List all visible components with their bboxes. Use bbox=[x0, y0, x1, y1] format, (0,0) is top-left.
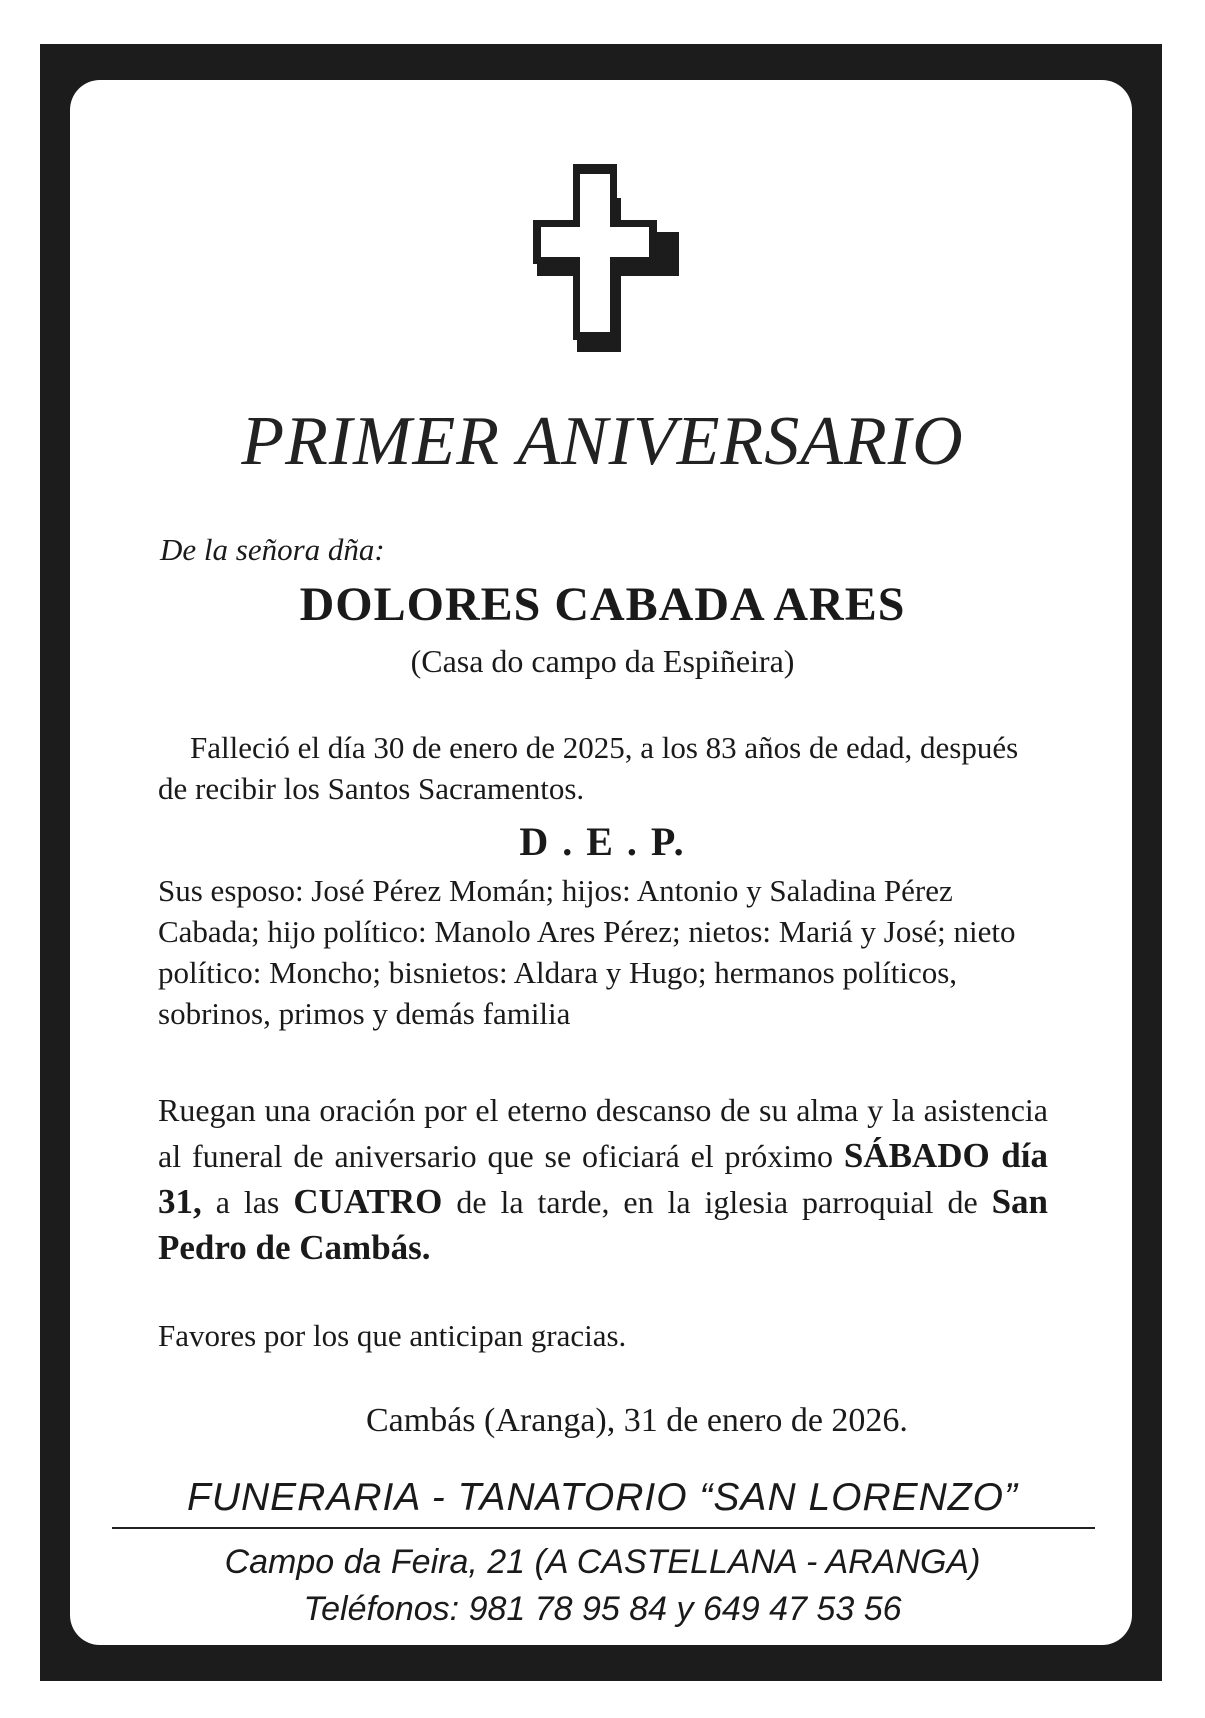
deceased-house: (Casa do campo da Espiñeira) bbox=[410, 643, 795, 679]
service-day: SÁBADO día 31, bbox=[158, 1136, 1048, 1221]
deceased-name: DOLORES CABADA ARES bbox=[299, 578, 906, 631]
service-time: CUATRO bbox=[293, 1182, 443, 1221]
funeral-home-name: FUNERARIA - TANATORIO “SAN LORENZO” bbox=[187, 1476, 1018, 1519]
request-text-2: a las bbox=[215, 1184, 280, 1220]
request-text-3: de la tarde, en la iglesia parroquial de bbox=[456, 1184, 978, 1220]
cross-icon bbox=[523, 160, 683, 356]
funeral-home-address: Campo da Feira, 21 (A CASTELLANA - ARANGA) bbox=[224, 1543, 981, 1581]
church-name: San Pedro de Cambás. bbox=[158, 1182, 1049, 1267]
rest-in-peace: D . E . P. bbox=[519, 819, 686, 864]
notice-title: PRIMER ANIVERSARIO bbox=[241, 403, 964, 480]
divider bbox=[112, 1527, 1095, 1529]
request-text-1: Ruegan una oración por el eterno descanso de su alma y la asistencia al funeral de aniversario que se oficiará el próximo bbox=[158, 1092, 1048, 1174]
thanks-line: Favores por los que anticipan gracias. bbox=[158, 1318, 627, 1353]
place-date: Cambás (Aranga), 31 de enero de 2026. bbox=[366, 1402, 908, 1439]
funeral-home-phones: Teléfonos: 981 78 95 84 y 649 47 53 56 bbox=[303, 1590, 902, 1628]
funeral-request bbox=[158, 1087, 1048, 1271]
deceased-intro: De la señora dña: bbox=[160, 532, 385, 567]
family-list: Sus esposo: José Pérez Momán; hijos: Antonio y Saladina Pérez Cabada; hijo político: Manolo Ares Pérez; nietos: Mariá y José; nieto político: Moncho; bisnietos: Aldara y Hugo; hermanos políticos, sobrinos, primos y demás familia bbox=[158, 873, 1016, 1031]
death-statement: Falleció el día 30 de enero de 2025, a los 83 años de edad, después de recibir los Santos Sacramentos. bbox=[158, 730, 1019, 806]
